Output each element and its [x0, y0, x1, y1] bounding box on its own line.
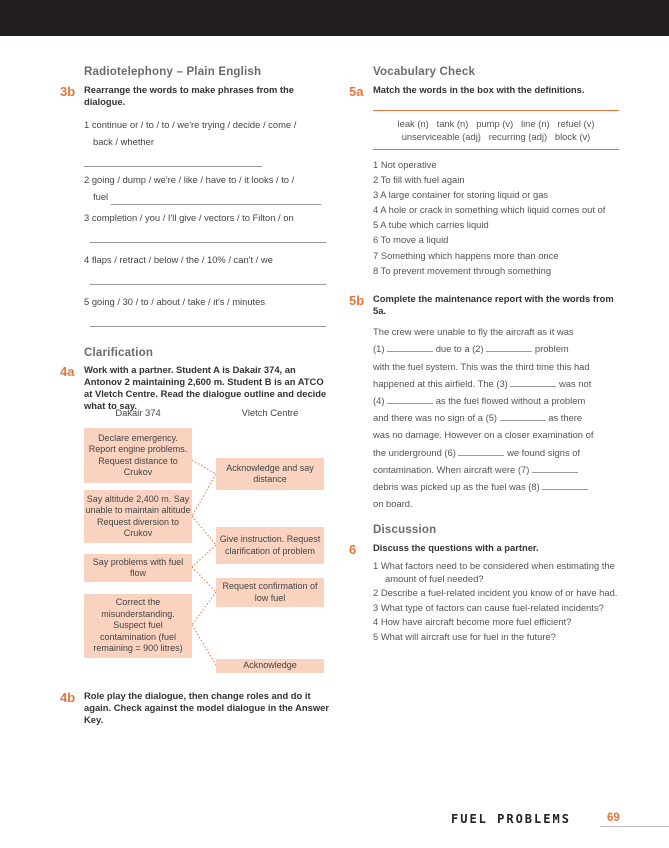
list-item: 4 flaps / retract / below / the / 10% / can't / we	[84, 254, 273, 265]
exercise-3b	[60, 84, 330, 108]
list-item: 6 To move a liquid	[373, 234, 449, 246]
top-bar	[0, 0, 669, 36]
exercise-number: 4b	[60, 690, 76, 705]
answer-blank[interactable]	[500, 411, 546, 421]
list-item: 1 What factors need to be considered when estimating the amount of fuel needed?	[373, 560, 615, 584]
exercise-6	[349, 542, 619, 558]
exercise-number: 3b	[60, 84, 76, 99]
right-column	[349, 60, 619, 645]
exercise-4a	[60, 364, 330, 412]
list-item: 7 Something which happens more than once	[373, 249, 559, 261]
answer-blank[interactable]	[486, 342, 532, 352]
exercise-instruction: Match the words in the box with the definitions.	[373, 84, 585, 95]
exercise-number: 5b	[349, 293, 365, 309]
exercise-instruction: Discuss the questions with a partner.	[373, 542, 539, 554]
exercise-5b	[349, 293, 619, 317]
section-title-discussion: Discussion	[373, 524, 437, 537]
maintenance-report: The crew were unable to fly the aircraft as it was (1) due to a (2) problem with the fuel system. This was the third time this had happened at this airfield. The (3) was not (4) as the fuel flowed without a problem and there was no sign of a (5) as there was no damage. However on a closer examination of the underground (6) we found signs of contamination. When aircraft were (7) debris was picked up as the fuel was (8) on board.	[373, 326, 594, 510]
list-item: 3 completion / you / I'll give / vectors / to Filton / on	[84, 212, 294, 223]
answer-blank[interactable]	[90, 268, 326, 285]
flow-box-dakair-3: Say problems with fuel flow	[84, 554, 192, 582]
answer-blank[interactable]	[84, 155, 262, 167]
list-item: 3 What type of factors can cause fuel-related incidents?	[373, 601, 604, 613]
list-item: 5 What will aircraft use for fuel in the future?	[373, 630, 556, 642]
list-item: 1 Not operative	[373, 159, 437, 170]
answer-blank[interactable]	[532, 463, 578, 473]
word-box-line: unserviceable (adj) recurring (adj) block (v)	[401, 131, 591, 142]
word-box	[373, 110, 619, 150]
column-header-dakair: Dakair 374	[115, 407, 161, 418]
page-number: 69	[607, 812, 620, 824]
list-item: 5 A tube which carries liquid	[373, 219, 489, 231]
flow-box-vletch-3: Request confirmation of low fuel	[216, 578, 324, 607]
exercise-instruction: Complete the maintenance report with the words from 5a.	[373, 293, 614, 317]
word-box-line: leak (n) tank (n) pump (v) line (n) refuel (v)	[397, 118, 595, 129]
list-item: 5 going / 30 / to / about / take / it's / minutes	[84, 296, 266, 307]
answer-blank[interactable]	[458, 446, 504, 456]
section-title-radiotelephony: Radiotelephony – Plain English	[84, 66, 262, 78]
footer-chapter-title: FUEL PROBLEMS	[451, 812, 571, 826]
answer-blank[interactable]	[387, 394, 433, 404]
section-title-vocabulary: Vocabulary Check	[373, 66, 476, 78]
exercise-instruction: Role play the dialogue, then change roles and do it again. Check against the model dialogue in the Answer Key.	[84, 690, 330, 725]
list-item: 2 Describe a fuel-related incident you know of or have had.	[373, 587, 618, 599]
flow-box-vletch-1: Acknowledge and say distance	[216, 458, 324, 490]
flow-box-vletch-2: Give instruction. Request clarification of problem	[216, 527, 324, 564]
exercise-instruction: Work with a partner. Student A is Dakair 374, an Antonov 2 maintaining 2,600 m. Student B is an ATCO at Vletch Centre. Read the dialogue outline and decide what to say.	[84, 364, 327, 411]
list-item: 3 A large container for storing liquid or gas	[373, 189, 549, 201]
exercise-number: 6	[349, 542, 357, 558]
list-item: 4 A hole or crack in something which liquid comes out of	[373, 204, 606, 216]
answer-blank[interactable]	[111, 193, 321, 205]
list-item: 4 How have aircraft become more fuel efficient?	[373, 616, 572, 628]
answer-blank[interactable]	[387, 342, 433, 352]
exercise-instruction: Rearrange the words to make phrases from the dialogue.	[84, 84, 294, 107]
list-item: 1 continue or / to / to / we're trying / decide / come / back / whether	[84, 116, 330, 167]
flow-box-vletch-4: Acknowledge	[216, 659, 324, 673]
answer-blank[interactable]	[90, 226, 326, 243]
left-column	[60, 60, 330, 412]
exercise-4b	[60, 690, 330, 726]
list-item: 8 To prevent movement through something	[373, 264, 552, 276]
column-header-vletch: Vletch Centre	[241, 407, 299, 418]
answer-blank[interactable]	[90, 310, 326, 327]
list-item: 2 going / dump / we're / like / have to / it looks / to / fuel	[84, 171, 330, 205]
answer-blank[interactable]	[510, 377, 556, 387]
exercise-number: 5a	[349, 84, 364, 99]
exercise-3b-items	[60, 116, 330, 327]
exercise-5a	[349, 84, 619, 99]
section-title-clarification: Clarification	[84, 347, 154, 359]
flow-box-dakair-2: Say altitude 2,400 m. Say unable to maintain altitude Request diversion to Crukov	[84, 490, 192, 543]
definitions-list	[373, 158, 619, 277]
flow-box-dakair-4: Correct the misunderstanding. Suspect fuel contamination (fuel remaining = 900 litres)	[84, 594, 192, 658]
list-item: 2 To fill with fuel again	[373, 174, 465, 186]
flow-box-dakair-1: Declare emergency. Report engine problems. Request distance to Crukov	[84, 428, 192, 483]
answer-blank[interactable]	[542, 480, 588, 490]
discussion-questions	[373, 560, 619, 642]
footer-rule	[600, 826, 669, 827]
exercise-number: 4a	[60, 364, 75, 379]
